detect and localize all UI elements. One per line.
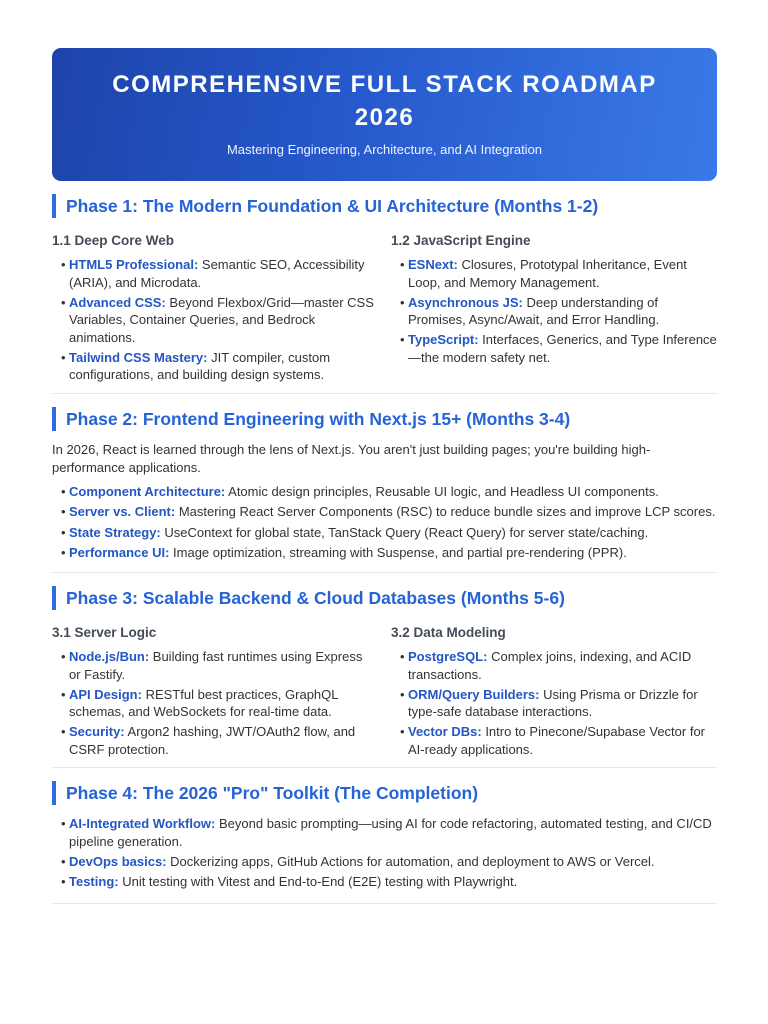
- list-item: • ORM/Query Builders: Using Prisma or Drizzle for type-safe database interactions.: [400, 686, 717, 721]
- list-item: • Performance UI: Image optimization, streaming with Suspense, and partial pre-rendering (PPR).: [61, 544, 717, 562]
- subsection-heading: 1.1 Deep Core Web: [52, 233, 175, 248]
- phase-3-right-column: [391, 624, 717, 761]
- phase-2-section: [52, 407, 717, 564]
- subsection-heading: 1.2 JavaScript Engine: [391, 233, 531, 248]
- subsection-heading: 3.2 Data Modeling: [391, 625, 506, 640]
- phase-1-section: [52, 194, 717, 386]
- list-item: • Security: Argon2 hashing, JWT/OAuth2 flow, and CSRF protection.: [61, 723, 377, 758]
- list-item: • Vector DBs: Intro to Pinecone/Supabase Vector for AI-ready applications.: [400, 723, 717, 758]
- subsection-heading: 3.1 Server Logic: [52, 625, 157, 640]
- bullet-list: [52, 648, 377, 758]
- phase-3-left-column: [52, 624, 377, 761]
- bullet-list: [391, 648, 717, 758]
- list-item: • API Design: RESTful best practices, GraphQL schemas, and WebSockets for real-time data.: [61, 686, 377, 721]
- phase-3-title: Phase 3: Scalable Backend & Cloud Databases (Months 5-6): [52, 586, 717, 610]
- header-banner: [52, 48, 717, 181]
- list-item: • TypeScript: Interfaces, Generics, and Type Inference—the modern safety net.: [400, 331, 717, 366]
- list-item: • Testing: Unit testing with Vitest and End-to-End (E2E) testing with Playwright.: [61, 873, 717, 891]
- list-item: • Advanced CSS: Beyond Flexbox/Grid—master CSS Variables, Container Queries, and Bedrock animations.: [61, 294, 377, 347]
- list-item: • Server vs. Client: Mastering React Server Components (RSC) to reduce bundle sizes and improve LCP scores.: [61, 503, 717, 521]
- section-divider: [52, 903, 717, 904]
- bullet-list: [391, 256, 717, 366]
- bullet-list: [52, 483, 717, 561]
- phase-2-intro: In 2026, React is learned through the lens of Next.js. You aren't just building pages; you're building high-performance applications.: [52, 442, 651, 475]
- bullet-list: [52, 815, 717, 891]
- page-title: COMPREHENSIVE FULL STACK ROADMAP 2026: [112, 71, 657, 131]
- list-item: • State Strategy: UseContext for global state, TanStack Query (React Query) for server state/caching.: [61, 524, 717, 542]
- list-item: • Component Architecture: Atomic design principles, Reusable UI logic, and Headless UI components.: [61, 483, 717, 501]
- list-item: • Asynchronous JS: Deep understanding of Promises, Async/Await, and Error Handling.: [400, 294, 717, 329]
- section-divider: [52, 572, 717, 573]
- section-divider: [52, 767, 717, 768]
- phase-3-section: [52, 586, 717, 761]
- list-item: • DevOps basics: Dockerizing apps, GitHub Actions for automation, and deployment to AWS or Vercel.: [61, 853, 717, 871]
- list-item: • ESNext: Closures, Prototypal Inheritance, Event Loop, and Memory Management.: [400, 256, 717, 291]
- page-subtitle: Mastering Engineering, Architecture, and AI Integration: [226, 142, 543, 157]
- phase-1-title: Phase 1: The Modern Foundation & UI Architecture (Months 1-2): [52, 194, 717, 218]
- list-item: • HTML5 Professional: Semantic SEO, Accessibility (ARIA), and Microdata.: [61, 256, 377, 291]
- bullet-list: [52, 256, 377, 384]
- list-item: • Node.js/Bun: Building fast runtimes using Express or Fastify.: [61, 648, 377, 683]
- list-item: • AI-Integrated Workflow: Beyond basic prompting—using AI for code refactoring, automated testing, and CI/CD pipeline generation.: [61, 815, 717, 850]
- section-divider: [52, 393, 717, 394]
- phase-4-title: Phase 4: The 2026 "Pro" Toolkit (The Completion): [52, 781, 717, 805]
- phase-4-section: [52, 781, 717, 893]
- list-item: • PostgreSQL: Complex joins, indexing, and ACID transactions.: [400, 648, 717, 683]
- phase-2-title: Phase 2: Frontend Engineering with Next.js 15+ (Months 3-4): [52, 407, 717, 431]
- list-item: • Tailwind CSS Mastery: JIT compiler, custom configurations, and building design systems.: [61, 349, 377, 384]
- phase-1-left-column: [52, 232, 377, 386]
- phase-1-right-column: [391, 232, 717, 386]
